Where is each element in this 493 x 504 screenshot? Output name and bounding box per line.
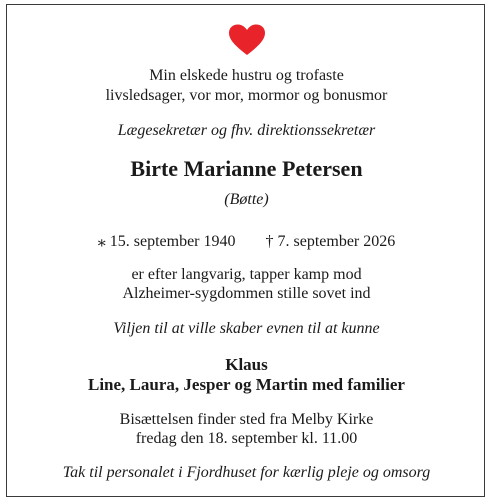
passing-line-1: er efter langvarig, tapper kamp mod: [131, 266, 362, 283]
intro-line-1: Min elskede hustru og trofaste: [149, 67, 344, 84]
birth-date: ⁎ 15. september 1940: [97, 233, 236, 250]
funeral-line-1: Bisættelsen finder sted fra Melby Kirke: [119, 411, 374, 428]
occupation-titles: Lægesekretær og fhv. direktionssekretær: [117, 122, 376, 139]
intro-line-2: livsledsager, vor mor, mormor og bonusmor: [105, 87, 388, 104]
passing-line-2: Alzheimer-sygdommen stille sovet ind: [122, 285, 371, 302]
death-date: † 7. september 2026: [265, 233, 396, 250]
heart-icon: [228, 24, 266, 56]
funeral-line-2: fredag den 18. september kl. 11.00: [135, 430, 358, 447]
quote: Viljen til at ville skaber evnen til at kunne: [113, 320, 380, 337]
nickname: (Bøtte): [224, 191, 269, 208]
deceased-name: Birte Marianne Petersen: [130, 156, 363, 181]
family-line-2: Line, Laura, Jesper og Martin med familier: [88, 375, 405, 394]
thanks: Tak til personalet i Fjordhuset for kærlig pleje og omsorg: [62, 464, 431, 481]
family-line-1: Klaus: [225, 355, 268, 374]
life-dates: [0, 231, 493, 251]
